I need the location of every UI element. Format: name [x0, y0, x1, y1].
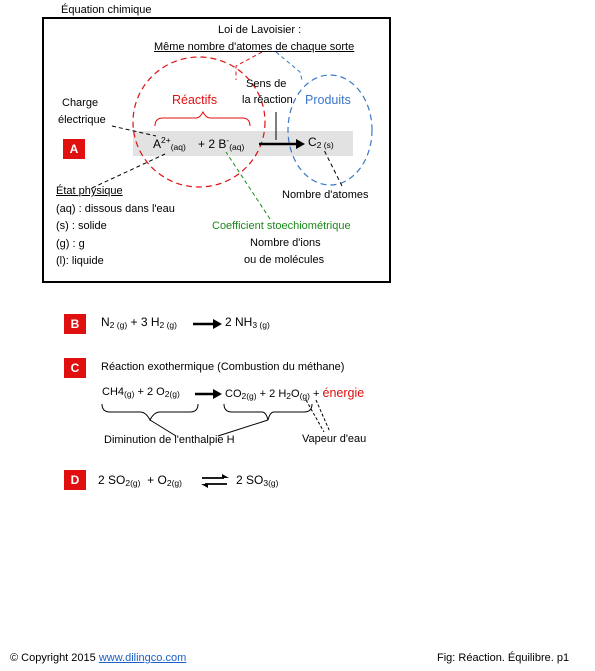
- equation-reactant-a: $A^{2+}_{(aq)}$: [153, 135, 186, 152]
- coef-line: [226, 152, 270, 219]
- panel-c-title: Réaction exothermique (Combustion du méthane): [101, 361, 345, 373]
- equation-d-reactants: 2 $SO_{2(g)} + O_{2(g)}$: [98, 473, 182, 488]
- sens-line2: la réaction: [242, 94, 293, 106]
- equation-product-c: $C_{2 (s)}$: [308, 135, 334, 150]
- badge-a: A: [63, 139, 85, 159]
- coef-label: Coefficient stoechiométrique: [212, 220, 351, 232]
- etat-item: (l): liquide: [56, 255, 104, 267]
- reactifs-brace: [155, 112, 250, 126]
- enthalpie-label: Diminution de l'enthalpie H: [104, 434, 235, 446]
- lavoisier-red-line: [236, 52, 262, 80]
- reactifs-circle: [133, 57, 265, 187]
- equation-c-products: $CO_{2(g)} + 2$ $H_2O_{(g)}$ + énergie: [225, 386, 365, 401]
- atomes-line: [324, 150, 342, 186]
- equation-d-products: 2 $SO_{3(g)}$: [236, 473, 279, 488]
- ions-line1: Nombre d'ions: [250, 237, 321, 249]
- charge-line2: électrique: [58, 114, 106, 126]
- ions-line2: ou de molécules: [244, 254, 325, 266]
- panel-a-title: Équation chimique: [58, 4, 155, 16]
- equation-reactant-b: + 2 $B^-_{(aq)}$: [198, 135, 245, 152]
- produits-circle: [288, 75, 372, 185]
- badge-c: C: [64, 358, 86, 378]
- reactants-brace: [102, 404, 198, 420]
- lavoisier-line1: Loi de Lavoisier :: [218, 24, 302, 36]
- etat-item: (g) : g: [56, 238, 85, 250]
- reactifs-label: Réactifs: [172, 93, 218, 107]
- equation-c-reactants: $CH4_{(g)} + 2$ $O_{2(g)}$: [102, 386, 180, 399]
- sens-line1: Sens de: [246, 78, 287, 90]
- site-link[interactable]: www.dilingco.com: [98, 652, 187, 664]
- lavoisier-blue-line: [276, 52, 302, 80]
- etat-item: (aq) : dissous dans l'eau: [56, 203, 175, 215]
- lavoisier-line2: Même nombre d'atomes de chaque sorte: [154, 41, 355, 53]
- figure-caption: Fig: Réaction. Équilibre. p1: [437, 652, 570, 664]
- equation-b-reactants: $N_{2 (g)} + 3$ $H_{2 (g)}$: [101, 315, 177, 330]
- vapeur-line1: [316, 400, 330, 432]
- nombre-atomes-label: Nombre d'atomes: [282, 189, 369, 201]
- products-brace: [224, 404, 312, 420]
- energie-label: énergie: [322, 386, 365, 400]
- vapeur-line2: [306, 400, 324, 432]
- charge-line1: Charge: [62, 97, 99, 109]
- badge-d: D: [64, 470, 86, 490]
- etat-line: [92, 154, 165, 188]
- vapeur-label: Vapeur d'eau: [302, 433, 367, 445]
- badge-b: B: [64, 314, 86, 334]
- etat-item: (s) : solide: [56, 220, 107, 232]
- etat-title: État physique: [56, 185, 123, 197]
- copyright: © Copyright 2015 www.dilingco.com: [10, 652, 187, 664]
- produits-label: Produits: [305, 93, 351, 107]
- equation-b-products: 2 $NH_{3 (g)}$: [225, 315, 270, 330]
